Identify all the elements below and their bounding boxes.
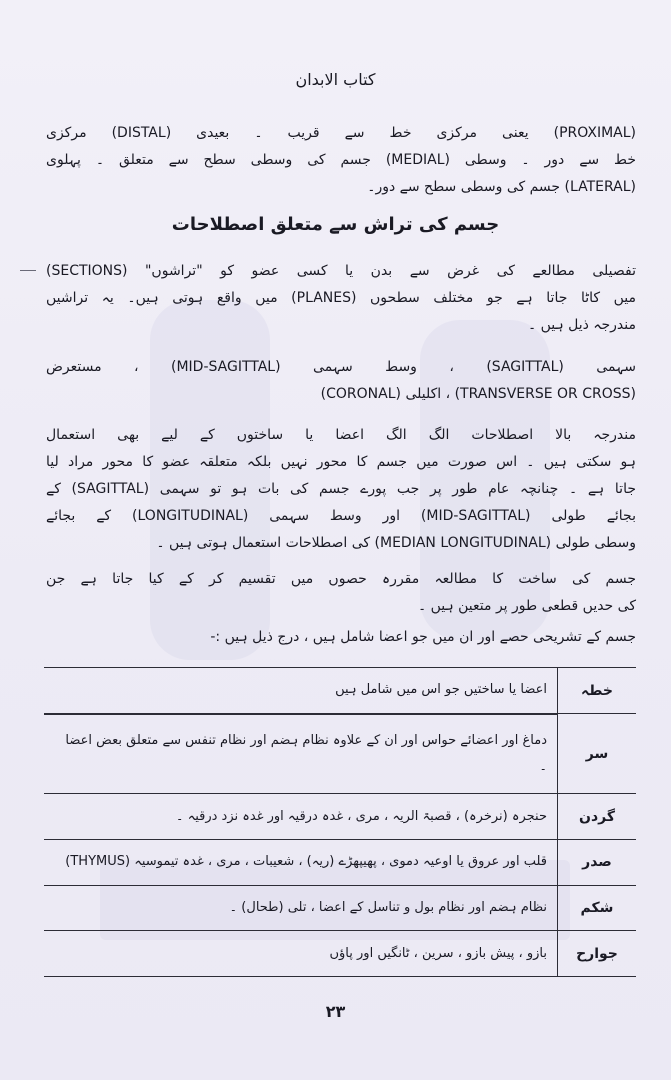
text-line: تفصیلی مطالعے کی غرض سے بدن یا کسی عضو کو "تراشوں" (SECTIONS): [46, 263, 636, 279]
region-cell: سر: [558, 714, 637, 794]
organs-cell: بازو ، پیش بازو ، سرین ، ٹانگیں اور پاؤں: [44, 931, 558, 977]
running-header: کتاب الابدان: [295, 70, 376, 89]
table-row: [44, 885, 636, 931]
organs-cell: قلب اور عروق یا اوعیہ دموی ، پھیپھڑے (ریہ) ، شعیبات ، مری ، غدہ تیموسیہ (THYMUS): [44, 840, 558, 886]
intro-paragraph: [46, 120, 636, 201]
text-line: کی حدیں قطعی طور پر متعین ہیں ۔: [417, 598, 636, 614]
organs-column-header: اعضا یا ساختیں جو اس میں شامل ہیں: [44, 668, 558, 714]
table-header-row: [44, 668, 636, 714]
section-heading: جسم کی تراش سے متعلق اصطلاحات: [171, 214, 500, 235]
text-line: جاتا ہے ۔ چنانچہ عام طور پر جب پورے جسم کی بات ہو تو سہمی (SAGITTAL) کے: [46, 481, 636, 497]
region-cell: جوارح: [558, 931, 637, 977]
regions-intro-paragraph: [46, 624, 636, 651]
table-row: [44, 714, 636, 794]
text-line: مندرجہ بالا اصطلاحات الگ الگ اعضا یا ساختوں کے لیے بھی استعمال: [46, 427, 636, 443]
table-row: [44, 794, 636, 840]
text-line: (PROXIMAL) یعنی مرکزی خط سے قریب ۔ بعیدی (DISTAL) مرکزی: [46, 125, 637, 141]
text-line: مندرجہ ذیل ہیں ۔: [527, 317, 636, 333]
margin-mark: [20, 270, 36, 271]
terminology-paragraph: [46, 422, 636, 557]
text-line: (LATERAL) جسم کی وسطی سطح سے دور۔: [367, 179, 636, 195]
text-line: سہمی (SAGITTAL) ، وسط سہمی (MID-SAGITTAL) ، مستعرض: [46, 359, 636, 375]
organs-cell: نظام ہضم اور نظام بول و تناسل کے اعضا ، تلی (طحال) ۔: [44, 885, 558, 931]
organs-cell: حنجرہ (نرخرہ) ، قصبۃ الریہ ، مری ، غدہ درقیہ اور غدہ نزد درقیہ ۔: [44, 794, 558, 840]
region-cell: شکم: [558, 885, 637, 931]
page-number: ۲۳: [325, 1002, 346, 1021]
text-line: خط سے دور ۔ وسطی (MEDIAL) جسم کی وسطی سطح سے متعلق ۔ پہلوی: [46, 152, 636, 168]
sections-paragraph: [46, 258, 636, 339]
organs-cell: دماغ اور اعضائے حواس اور ان کے علاوہ نظام ہضم اور نظام تنفس سے متعلق بعض اعضا ۔: [44, 714, 558, 794]
text-line: (TRANSVERSE OR CROSS) ، اکلیلی (CORONAL): [320, 386, 636, 402]
table-row: [44, 931, 636, 977]
text-line: بجائے طولی (MID-SAGITTAL) اور وسط سہمی (LONGITUDINAL) کے بجائے: [46, 508, 636, 524]
text-line: ہو سکتی ہیں ۔ اس صورت میں جسم کا محور نہیں بلکہ متعلقہ عضو کا محور مراد لیا: [46, 454, 636, 470]
text-line: جسم کی ساخت کا مطالعہ مقررہ حصوں میں تقسیم کر کے کیا جاتا ہے جن: [46, 571, 636, 587]
text-line: جسم کے تشریحی حصے اور ان میں جو اعضا شامل ہیں ، درج ذیل ہیں :-: [210, 629, 636, 645]
body-regions-table: [44, 667, 636, 977]
text-line: وسطی طولی (MEDIAN LONGITUDINAL) کی اصطلاحات استعمال ہوتی ہیں ۔: [156, 535, 636, 551]
region-column-header: خطہ: [558, 668, 637, 714]
region-cell: گردن: [558, 794, 637, 840]
text-line: میں کاٹا جاتا ہے جو مختلف سطحوں (PLANES) میں واقع ہوتی ہیں۔ یہ تراشیں: [46, 290, 636, 306]
region-cell: صدر: [558, 840, 637, 886]
planes-paragraph: [46, 354, 636, 408]
study-paragraph: [46, 566, 636, 620]
table-row: [44, 840, 636, 886]
